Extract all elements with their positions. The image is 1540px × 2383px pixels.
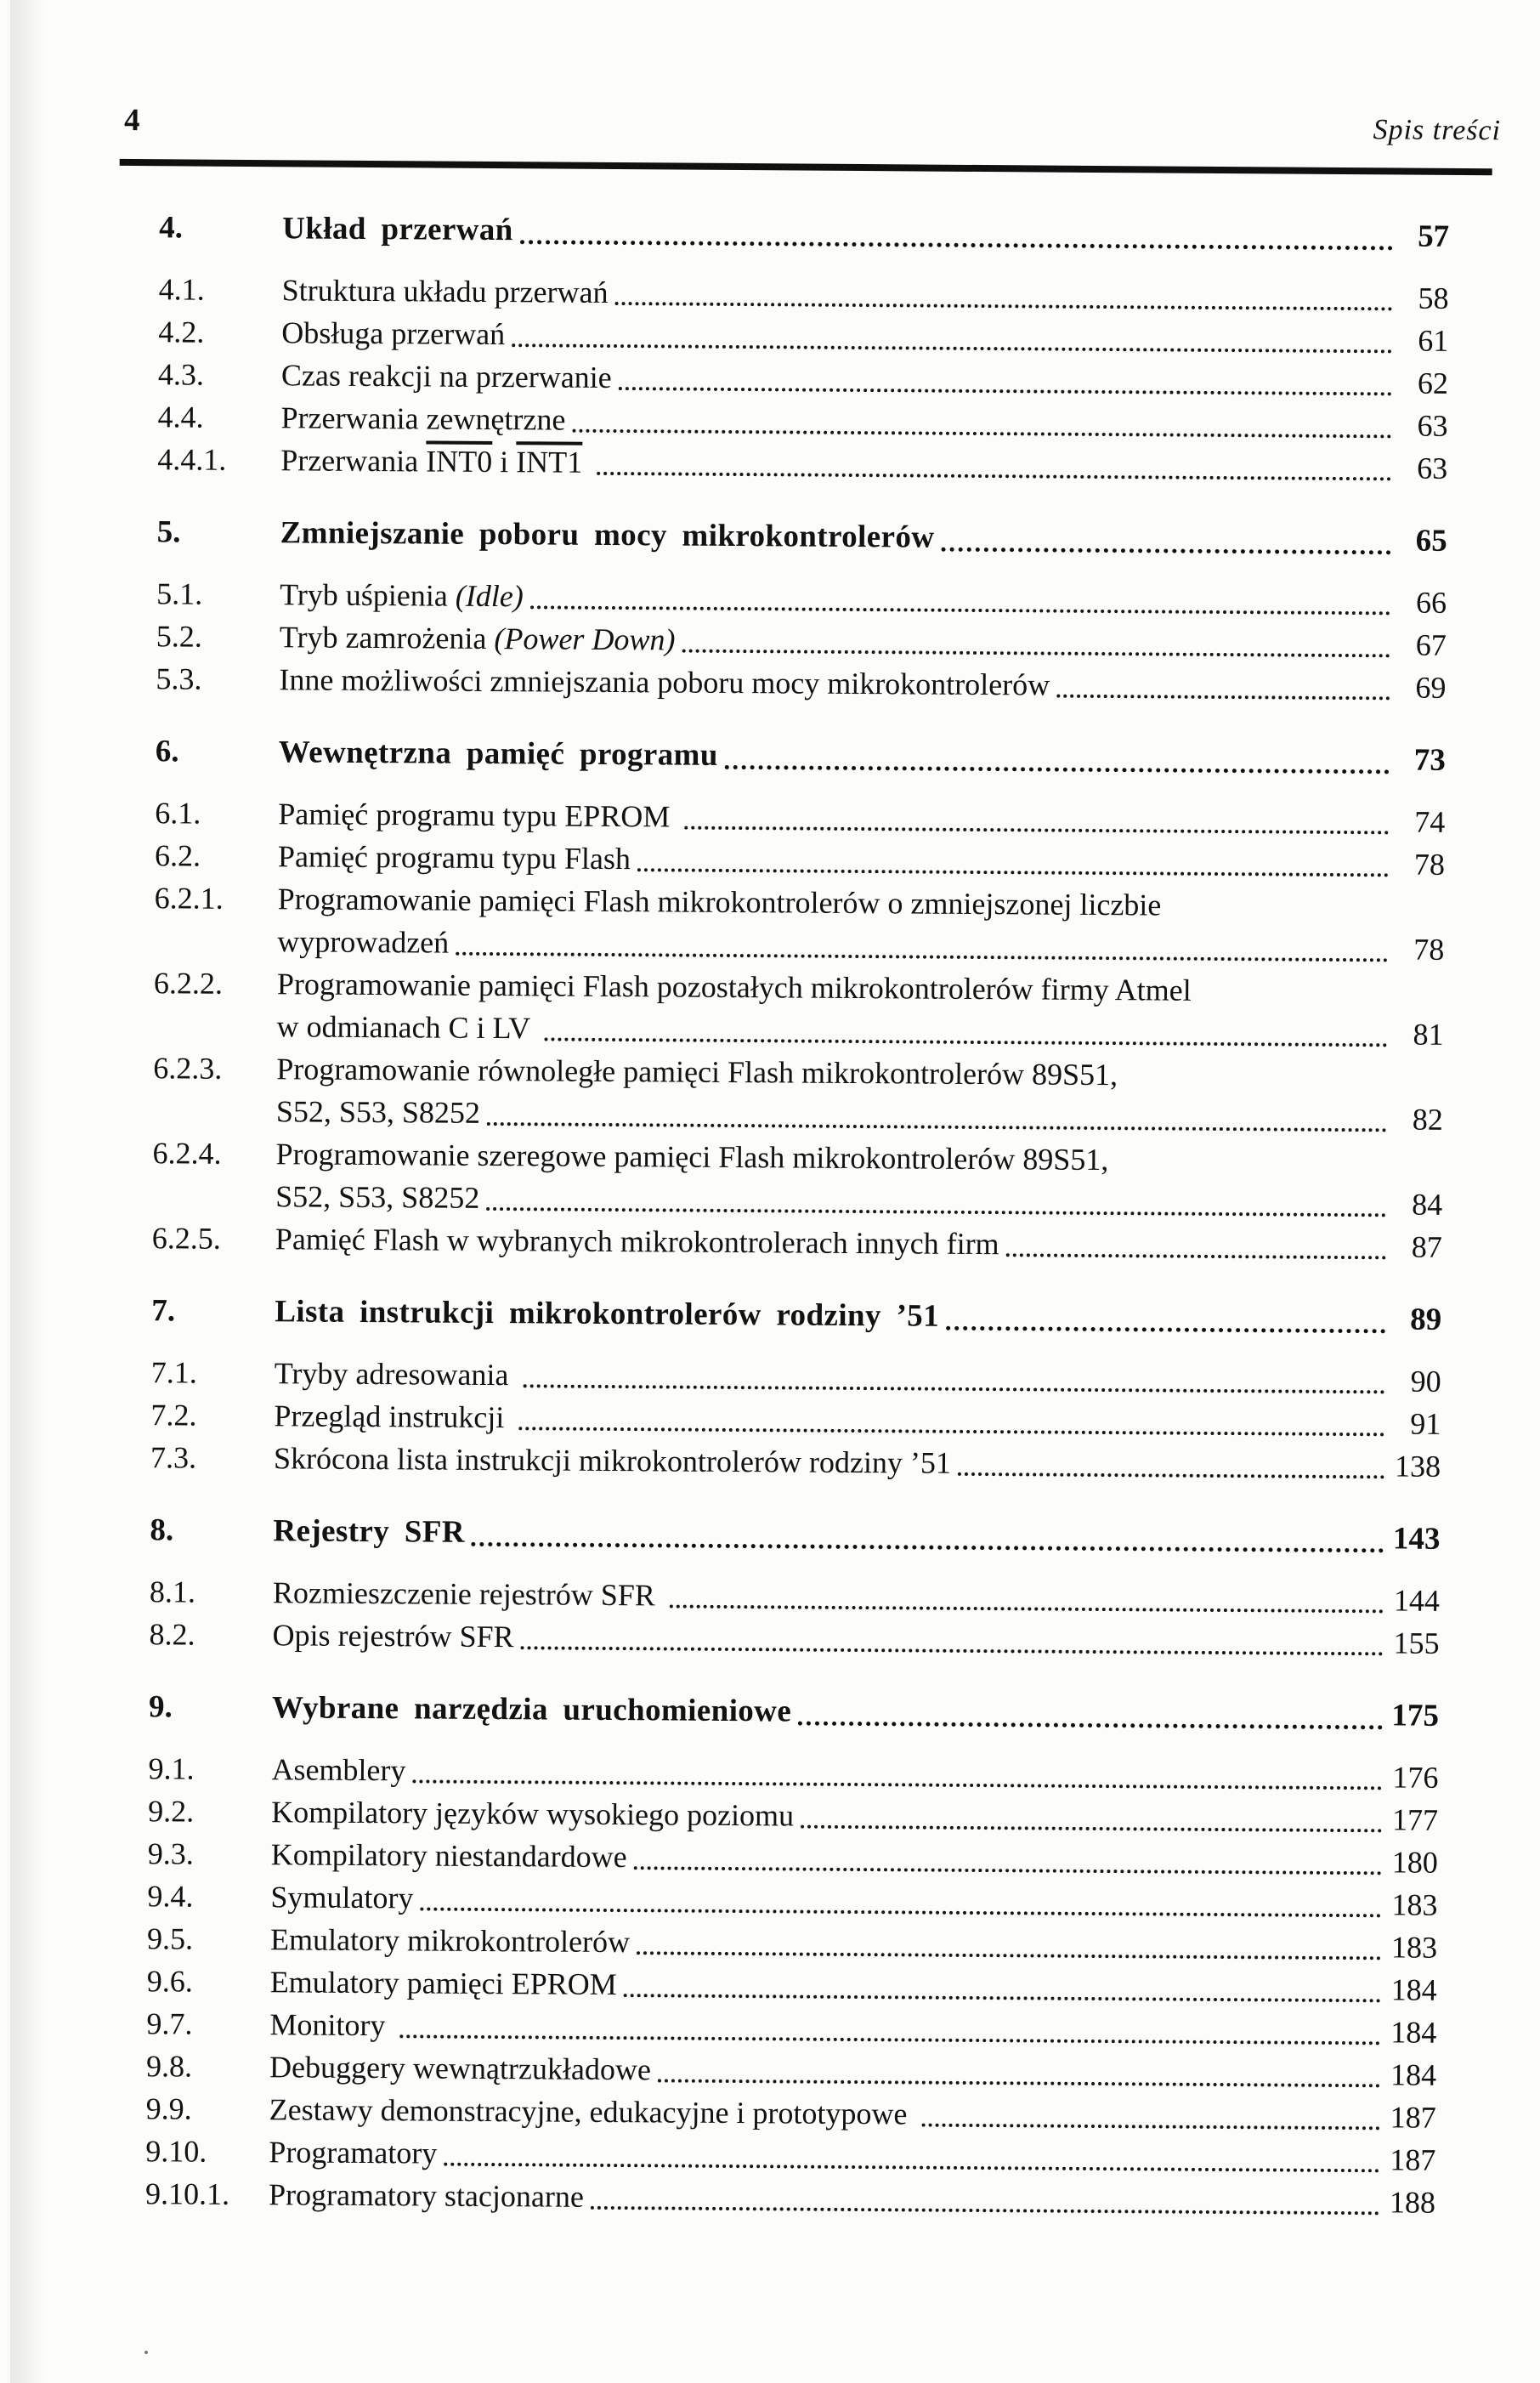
header-page-number: 4 xyxy=(123,102,140,139)
toc-leader-dots xyxy=(946,1296,1385,1334)
toc-page-number: 82 xyxy=(1412,1102,1444,1137)
toc-page-number: 67 xyxy=(1415,627,1447,662)
toc-page-number: 155 xyxy=(1393,1626,1440,1660)
toc-entry-title: Przerwania zewnętrzne xyxy=(280,400,566,437)
toc-entry-title: w odmianach C i LV xyxy=(276,1009,538,1046)
toc-chapter-entry xyxy=(150,1509,1440,1561)
toc-entry-title: Układ przerwań xyxy=(282,211,513,248)
toc-entry-line xyxy=(272,1687,1439,1738)
toc-leader-dots xyxy=(634,1835,1382,1875)
toc-entry-line xyxy=(280,512,1447,563)
toc-entry-title: Skrócona lista instrukcji mikrokontrolerów rodziny ’51 xyxy=(273,1441,952,1480)
toc-entry-body xyxy=(280,439,1447,490)
toc-page-number: 74 xyxy=(1414,804,1446,839)
toc-entry-number: 4.4. xyxy=(157,400,204,434)
toc-entry-title: Kompilatory języków wysokiego poziomu xyxy=(271,1795,795,1833)
toc-entry-line xyxy=(279,731,1446,782)
toc-leader-dots xyxy=(684,796,1389,835)
toc-entry-number: 6.2.1. xyxy=(154,881,224,916)
toc-page-number: 188 xyxy=(1389,2185,1436,2220)
toc-leader-dots xyxy=(512,313,1392,353)
toc-entry-number: 9.5. xyxy=(146,1921,194,1956)
toc-page-number: 144 xyxy=(1393,1583,1441,1618)
toc-leader-dots xyxy=(614,271,1392,310)
toc-chapter-entry xyxy=(159,207,1449,258)
toc-entry-body xyxy=(274,1437,1441,1488)
toc-page-number: 78 xyxy=(1413,932,1445,967)
toc-entry-title: Obsługa przerwań xyxy=(281,315,506,352)
toc-sub-entry xyxy=(153,1047,1444,1141)
toc-leader-dots xyxy=(619,356,1392,395)
toc-page-number: 61 xyxy=(1418,323,1449,358)
toc-sub-entry xyxy=(152,1132,1443,1226)
toc-entry-number: 4.1. xyxy=(158,272,205,307)
toc-leader-dots xyxy=(670,1574,1384,1613)
toc-entry-line xyxy=(274,1437,1441,1488)
toc-entry-body xyxy=(280,512,1447,563)
toc-entry-line xyxy=(277,877,1444,928)
toc-entry-body xyxy=(282,207,1449,258)
toc-entry-title: Programowanie szeregowe pamięci Flash mikrokontrolerów 89S51, xyxy=(275,1137,1109,1177)
toc-entry-body xyxy=(279,731,1446,782)
toc-page-number: 138 xyxy=(1394,1449,1441,1484)
toc-entry-number: 6.2.3. xyxy=(153,1051,223,1086)
toc-entry-title: Programatory stacjonarne xyxy=(268,2177,585,2214)
toc-entry-number: 9.6. xyxy=(146,1964,193,1999)
toc-entry-number: 9.3. xyxy=(147,1836,194,1871)
toc-entry-title: Przerwania INT0 i INT1 xyxy=(280,443,583,479)
toc-entry-title: Pamięć programu typu EPROM xyxy=(278,797,678,834)
toc-leader-dots xyxy=(420,1876,1381,1917)
toc-entry-number: 9.9. xyxy=(145,2091,192,2126)
toc-entry-number: 9. xyxy=(148,1689,173,1725)
toc-page-number: 183 xyxy=(1390,1930,1438,1965)
toc-entry-title: S52, S53, S8252 xyxy=(275,1179,480,1215)
toc-page-number: 62 xyxy=(1417,366,1449,400)
toc-entry-number: 4.4.1. xyxy=(157,442,227,477)
toc-leader-dots xyxy=(472,1512,1384,1552)
toc-leader-dots xyxy=(591,2176,1379,2215)
toc-page-number: 180 xyxy=(1391,1845,1438,1880)
toc-entry-line xyxy=(273,1510,1440,1561)
toc-leader-dots xyxy=(520,209,1394,250)
toc-entry-number: 8. xyxy=(150,1512,174,1548)
toc-entry-title: Monitory xyxy=(269,2007,393,2043)
toc-entry-number: 9.8. xyxy=(145,2049,193,2084)
toc-sub-entry xyxy=(154,877,1445,971)
toc-page-number: 78 xyxy=(1413,847,1446,882)
toc-entry-body xyxy=(275,1217,1442,1268)
toc-entry-title: Tryb zamrożenia (Power Down) xyxy=(279,620,676,657)
toc-leader-dots xyxy=(518,1396,1384,1436)
toc-entry-line xyxy=(275,1217,1442,1268)
toc-entry-title: Debuggery wewnątrzukładowe xyxy=(269,2050,652,2087)
toc-page-number: 87 xyxy=(1411,1229,1442,1264)
toc-entry-title: Pamięć Flash w wybranych mikrokontrolerach innych firm xyxy=(275,1222,999,1262)
toc-page-number: 89 xyxy=(1410,1302,1442,1337)
toc-entry-number: 7.3. xyxy=(150,1440,197,1475)
toc-entry-title: Przegląd instrukcji xyxy=(274,1399,512,1435)
toc-entry-title: Wewnętrzna pamięć programu xyxy=(278,735,718,773)
toc-page-number: 84 xyxy=(1412,1187,1443,1222)
toc-entry-title: Zestawy demonstracyjne, edukacyjne i prototypowe xyxy=(269,2092,915,2131)
toc-entry-number: 6.2.4. xyxy=(152,1136,222,1171)
toc-page-number: 91 xyxy=(1410,1406,1441,1441)
toc-page-number: 63 xyxy=(1417,451,1448,485)
toc-entry-number: 6.2.2. xyxy=(153,966,224,1001)
toc-entry-number: 9.1. xyxy=(148,1751,195,1786)
toc-chapter-entry xyxy=(149,1686,1439,1738)
toc-entry-title: Opis rejestrów SFR xyxy=(272,1618,514,1654)
toc-leader-dots xyxy=(798,1691,1383,1730)
toc-entry-number: 5.1. xyxy=(156,576,203,611)
toc-page-number: 143 xyxy=(1392,1521,1441,1557)
toc-entry-number: 8.1. xyxy=(149,1574,196,1609)
scan-speck xyxy=(144,2351,148,2354)
toc-entry-number: 6.1. xyxy=(155,796,201,831)
header-section-title: Spis treści xyxy=(1373,114,1502,147)
toc-leader-dots xyxy=(658,2048,1380,2087)
toc-sub-entry xyxy=(150,1436,1441,1488)
toc-entry-title: Pamięć programu typu Flash xyxy=(277,839,631,877)
toc-page-number: 69 xyxy=(1415,670,1447,705)
toc-entry-number: 9.2. xyxy=(148,1794,195,1829)
toc-entry-title: Symulatory xyxy=(270,1880,414,1915)
toc-entry-title: Emulatory pamięci EPROM xyxy=(269,1965,617,2002)
toc-page-number: 57 xyxy=(1417,218,1450,254)
toc-entry-body xyxy=(273,1510,1440,1561)
toc-sub-entry xyxy=(149,1613,1439,1665)
toc-entry-title: Tryby adresowania xyxy=(274,1356,517,1393)
toc-leader-dots xyxy=(941,517,1391,555)
toc-sub-entry xyxy=(145,2172,1435,2224)
toc-leader-dots xyxy=(624,1963,1381,2002)
toc-page-number: 66 xyxy=(1415,585,1447,620)
toc-leader-dots xyxy=(487,1092,1387,1132)
toc-entry-body xyxy=(269,2173,1435,2224)
toc-leader-dots xyxy=(637,1921,1381,1960)
toc-entry-number: 9.10. xyxy=(145,2134,207,2169)
toc-entry-number: 4. xyxy=(159,210,184,246)
toc-page-number: 184 xyxy=(1390,2057,1437,2092)
toc-entry-number: 5.3. xyxy=(156,661,202,696)
table-of-contents xyxy=(0,165,1540,2225)
toc-entry-line xyxy=(280,439,1447,490)
toc-entry-number: 5.2. xyxy=(156,619,202,654)
toc-entry-body xyxy=(275,1291,1441,1342)
toc-entry-body xyxy=(272,1687,1439,1738)
toc-entry-line xyxy=(269,2173,1435,2224)
toc-sub-entry xyxy=(156,657,1446,709)
toc-page-number: 177 xyxy=(1392,1802,1439,1837)
toc-entry-title: Tryb uśpienia (Idle) xyxy=(280,577,524,614)
toc-entry-title: Lista instrukcji mikrokontrolerów rodziny ’51 xyxy=(275,1294,940,1334)
toc-entry-title: Rozmieszczenie rejestrów SFR xyxy=(272,1575,663,1613)
toc-page-number: 73 xyxy=(1413,742,1446,778)
toc-entry-number: 4.3. xyxy=(157,357,205,392)
toc-page-number: 187 xyxy=(1390,2142,1436,2177)
toc-chapter-entry xyxy=(156,730,1446,782)
toc-entry-body xyxy=(279,658,1446,709)
toc-entry-title: Programowanie równoległe pamięci Flash mikrokontrolerów 89S51, xyxy=(276,1052,1118,1092)
toc-sub-entry xyxy=(157,438,1447,490)
toc-leader-dots xyxy=(1056,664,1390,701)
toc-entry-number: 7.2. xyxy=(150,1398,197,1433)
toc-entry-line xyxy=(275,1291,1441,1342)
toc-page-number: 184 xyxy=(1390,1972,1437,2007)
toc-entry-line xyxy=(272,1614,1439,1665)
toc-entry-title: Wybrane narzędzia uruchomieniowe xyxy=(271,1690,792,1729)
toc-page-number: 187 xyxy=(1390,2100,1436,2135)
toc-page-number: 58 xyxy=(1418,281,1449,315)
toc-entry-number: 6. xyxy=(155,734,179,769)
toc-leader-dots xyxy=(521,1615,1384,1655)
toc-entry-number: 6.2.5. xyxy=(151,1221,222,1256)
toc-entry-body xyxy=(275,1132,1443,1226)
toc-entry-title: S52, S53, S8252 xyxy=(275,1094,481,1130)
toc-entry-body xyxy=(272,1614,1439,1665)
toc-leader-dots xyxy=(544,1007,1387,1047)
toc-entry-title: Programowanie pamięci Flash pozostałych mikrokontrolerów firmy Atmel xyxy=(276,967,1192,1007)
toc-sub-entry xyxy=(153,962,1444,1056)
toc-chapter-entry xyxy=(157,511,1447,563)
toc-entry-title: Asemblery xyxy=(271,1752,406,1788)
toc-page-number: 183 xyxy=(1391,1887,1438,1922)
toc-entry-title: Programowanie pamięci Flash mikrokontrolerów o zmniejszonej liczbie xyxy=(277,882,1162,922)
toc-leader-dots xyxy=(1006,1223,1386,1259)
toc-page-number: 65 xyxy=(1415,523,1447,559)
toc-entry-number: 9.4. xyxy=(147,1879,194,1914)
toc-page-number: 90 xyxy=(1410,1364,1441,1399)
toc-leader-dots xyxy=(399,2004,1380,2045)
toc-leader-dots xyxy=(486,1177,1386,1217)
toc-entry-title: Emulatory mikrokontrolerów xyxy=(269,1922,631,1960)
toc-entry-line xyxy=(279,658,1446,709)
toc-page-number: 176 xyxy=(1392,1760,1439,1795)
toc-entry-number: 5. xyxy=(156,514,181,550)
toc-entry-title: Kompilatory niestandardowe xyxy=(270,1837,627,1875)
running-header xyxy=(0,0,1540,149)
toc-entry-body xyxy=(276,962,1444,1056)
toc-leader-dots xyxy=(572,399,1391,439)
toc-leader-dots xyxy=(921,2093,1380,2131)
toc-page-number: 184 xyxy=(1390,2015,1437,2050)
toc-chapter-entry xyxy=(151,1290,1441,1342)
toc-entry-title: Czas reakcji na przerwanie xyxy=(280,358,612,394)
toc-entry-number: 7. xyxy=(151,1293,176,1329)
toc-entry-title: Struktura układu przerwań xyxy=(281,273,609,309)
toc-entry-number: 9.7. xyxy=(146,2006,193,2041)
toc-entry-number: 4.2. xyxy=(158,315,205,349)
toc-leader-dots xyxy=(682,619,1390,658)
toc-entry-title: Programatory xyxy=(269,2135,438,2170)
toc-leader-dots xyxy=(456,922,1388,962)
toc-page-number: 81 xyxy=(1413,1017,1444,1052)
toc-entry-title: Zmniejszanie poboru mocy mikrokontrolerów xyxy=(280,515,935,555)
toc-entry-number: 7.1. xyxy=(150,1355,197,1390)
toc-entry-number: 6.2. xyxy=(154,838,201,873)
toc-entry-number: 8.2. xyxy=(149,1617,195,1652)
toc-leader-dots xyxy=(444,2132,1379,2173)
toc-leader-dots xyxy=(958,1442,1384,1479)
toc-entry-body xyxy=(277,877,1445,971)
toc-entry-title: Rejestry SFR xyxy=(273,1513,466,1550)
toc-leader-dots xyxy=(412,1749,1382,1790)
toc-page-number: 63 xyxy=(1417,408,1448,443)
toc-entry-title: wyprowadzeń xyxy=(277,924,450,960)
toc-page-number: 175 xyxy=(1391,1698,1440,1733)
toc-entry-body xyxy=(276,1047,1444,1141)
toc-leader-dots xyxy=(597,441,1391,481)
toc-leader-dots xyxy=(725,735,1390,774)
toc-entry-number: 9.10.1. xyxy=(144,2176,230,2211)
toc-leader-dots xyxy=(530,575,1391,615)
toc-leader-dots xyxy=(637,837,1389,877)
toc-entry-line xyxy=(282,207,1449,258)
toc-leader-dots xyxy=(801,1795,1382,1833)
toc-entry-title: Inne możliwości zmniejszania poboru mocy mikrokontrolerów xyxy=(279,662,1050,702)
toc-sub-entry xyxy=(152,1217,1442,1268)
toc-leader-dots xyxy=(523,1353,1385,1393)
